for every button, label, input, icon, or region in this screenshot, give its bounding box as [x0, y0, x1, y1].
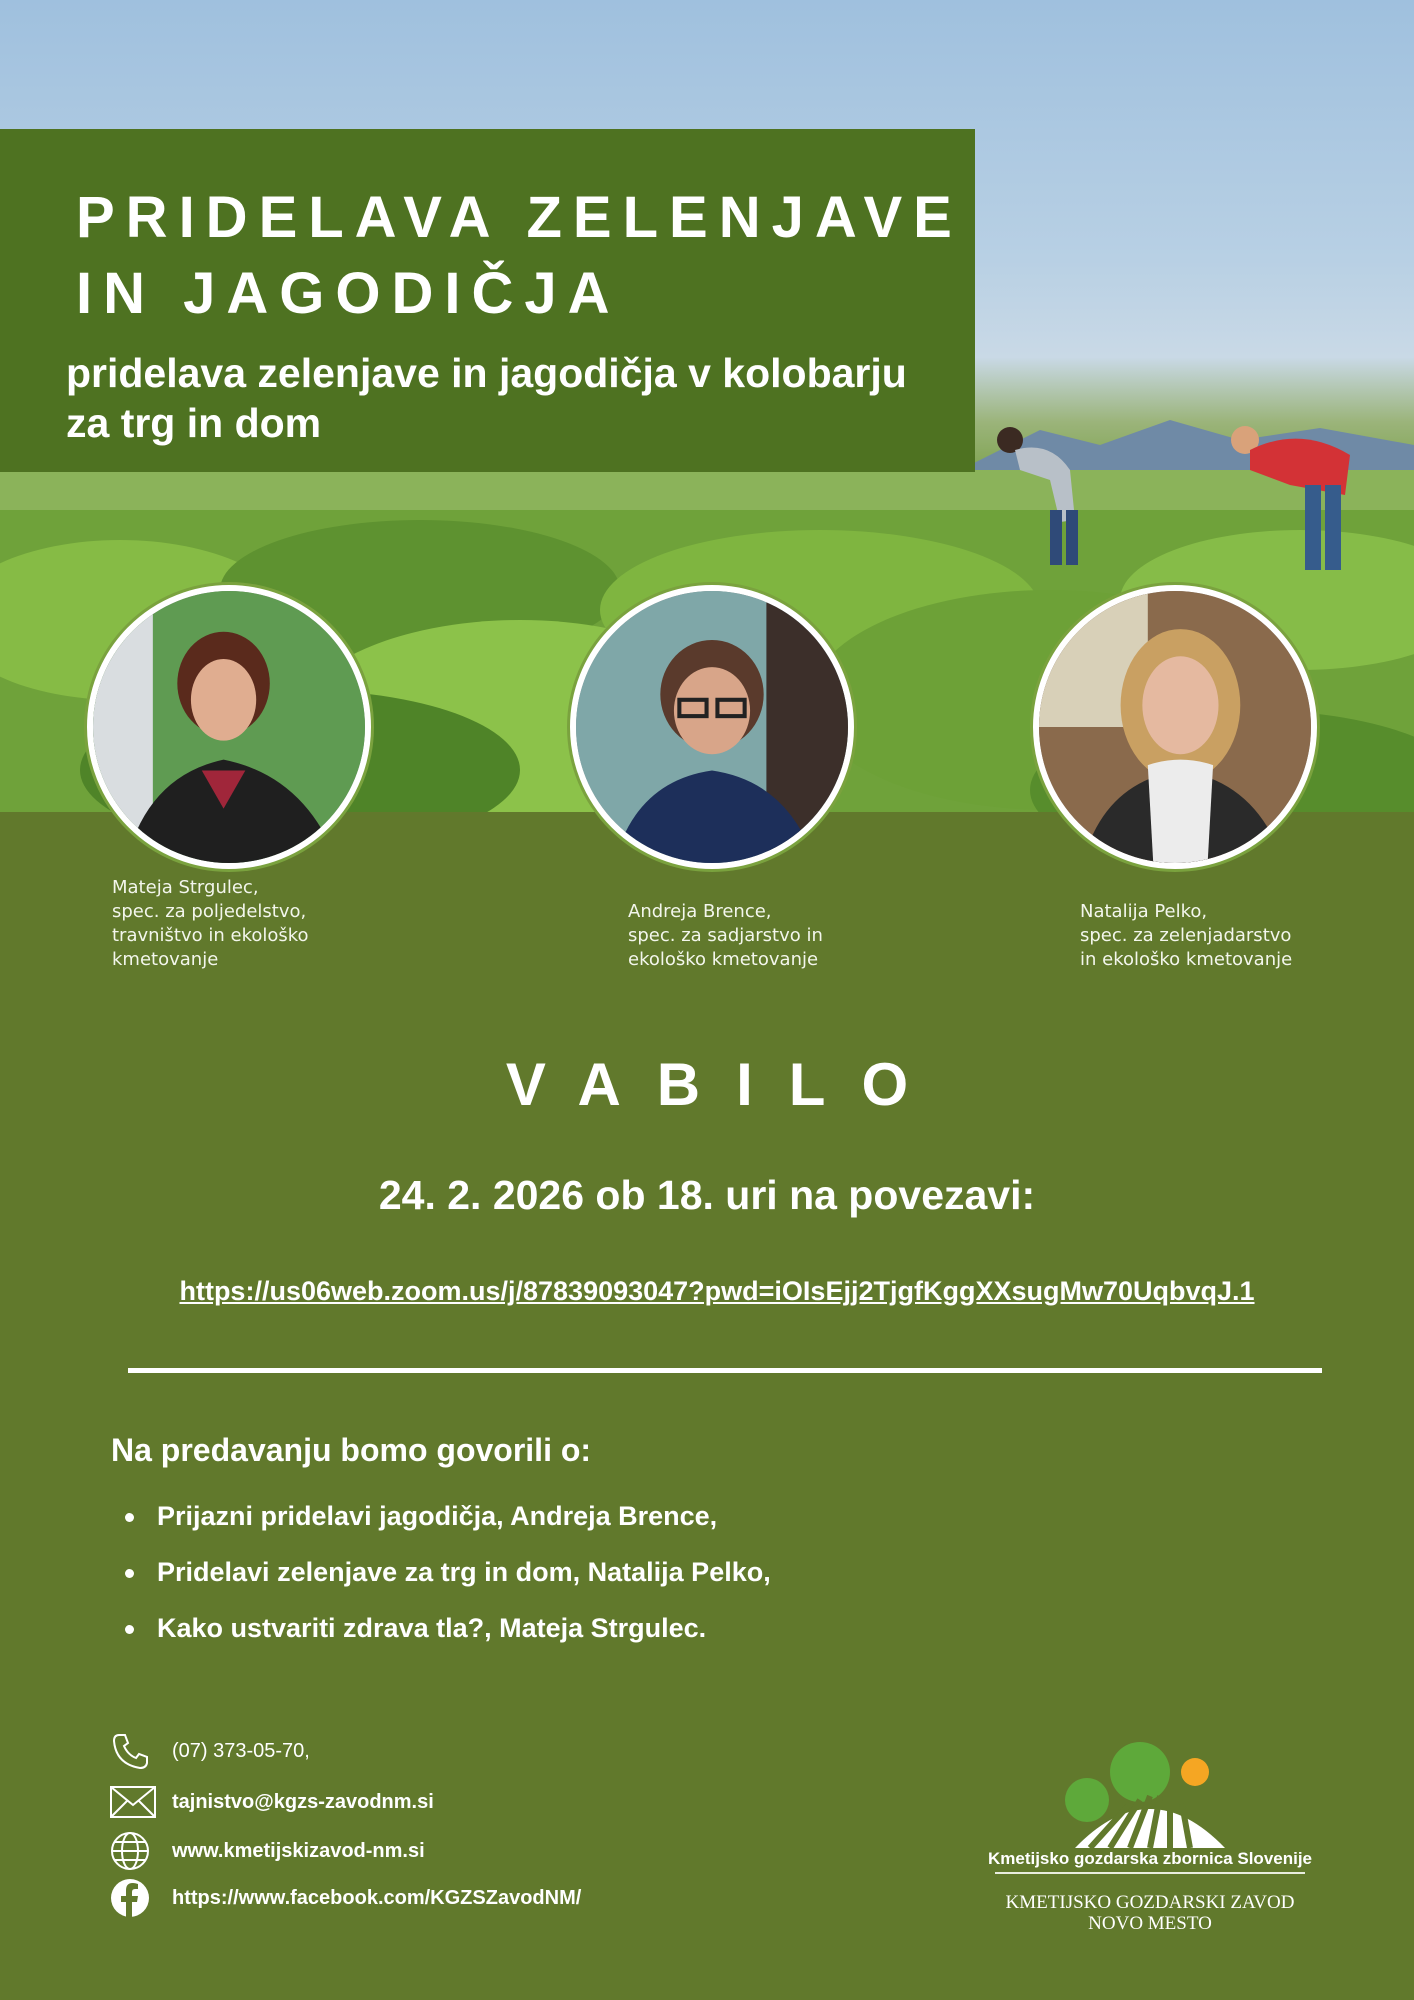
topics-list [110, 1488, 771, 1656]
list-item [110, 1544, 771, 1600]
logo-org-line: KMETIJSKO GOZDARSKI ZAVOD [1005, 1892, 1295, 1913]
speaker-photo [1033, 585, 1317, 869]
invitation-heading: VABILO [505, 1051, 945, 1118]
subtitle-line: pridelava zelenjave in jagodičja v kolobarju [66, 350, 907, 396]
field-worker-figure [990, 410, 1110, 570]
email-address[interactable]: tajnistvo@kgzs-zavodnm.si [172, 1790, 434, 1813]
contact-phone [110, 1729, 310, 1773]
topic-text: Kako ustvariti zdrava tla?, Mateja Strgulec. [157, 1613, 707, 1643]
list-item [110, 1600, 771, 1656]
zoom-link[interactable]: https://us06web.zoom.us/j/87839093047?pwd=iOIsEjj2TjgfKggXXsugMw70UqbvqJ.1 [179, 1276, 1255, 1306]
speaker-photo [570, 585, 854, 869]
contact-email [110, 1780, 434, 1824]
topic-text: Pridelavi zelenjave za trg in dom, Natalija Pelko, [157, 1557, 771, 1587]
event-date: 24. 2. 2026 ob 18. uri na povezavi: [378, 1172, 1036, 1218]
facebook-icon [110, 1876, 158, 1920]
bullet-icon [125, 1513, 134, 1522]
envelope-icon [110, 1780, 158, 1824]
topic-text: Prijazni pridelavi jagodičja, Andreja Brence, [157, 1501, 718, 1531]
facebook-link[interactable]: https://www.facebook.com/KGZSZavodNM/ [172, 1886, 582, 1909]
contact-facebook [110, 1876, 581, 1920]
phone-icon [110, 1729, 158, 1773]
title-line: IN JAGODIČJA [76, 261, 621, 326]
logo-org-name [960, 1892, 1340, 1934]
logo-org-line: NOVO MESTO [1088, 1913, 1212, 1934]
logo-divider [995, 1872, 1305, 1874]
page-subtitle [66, 348, 966, 448]
website-link[interactable]: www.kmetijskizavod-nm.si [172, 1839, 425, 1862]
title-line: PRIDELAVA ZELENJAVE [76, 185, 963, 250]
topics-heading: Na predavanju bomo govorili o: [111, 1432, 592, 1468]
bullet-icon [125, 1625, 134, 1634]
speaker-caption: Natalija Pelko, spec. za zelenjadarstvo in ekološko kmetovanje [1080, 901, 1293, 970]
page-title [76, 180, 976, 332]
speaker-caption: Mateja Strgulec, spec. za poljedelstvo, travništvo in ekološko kmetovanje [112, 877, 309, 970]
contact-website [110, 1829, 425, 1873]
bullet-icon [125, 1569, 134, 1578]
field-worker-figure [1220, 405, 1380, 575]
speaker-photo [87, 585, 371, 869]
divider [128, 1368, 1322, 1373]
subtitle-line: za trg in dom [66, 400, 322, 446]
speaker-caption: Andreja Brence, spec. za sadjarstvo in ekološko kmetovanje [628, 901, 823, 970]
list-item [110, 1488, 771, 1544]
logo-text: Kmetijsko gozdarska zbornica Slovenije [987, 1849, 1313, 1868]
globe-icon [110, 1829, 158, 1873]
phone-number: (07) 373-05-70, [172, 1739, 310, 1762]
